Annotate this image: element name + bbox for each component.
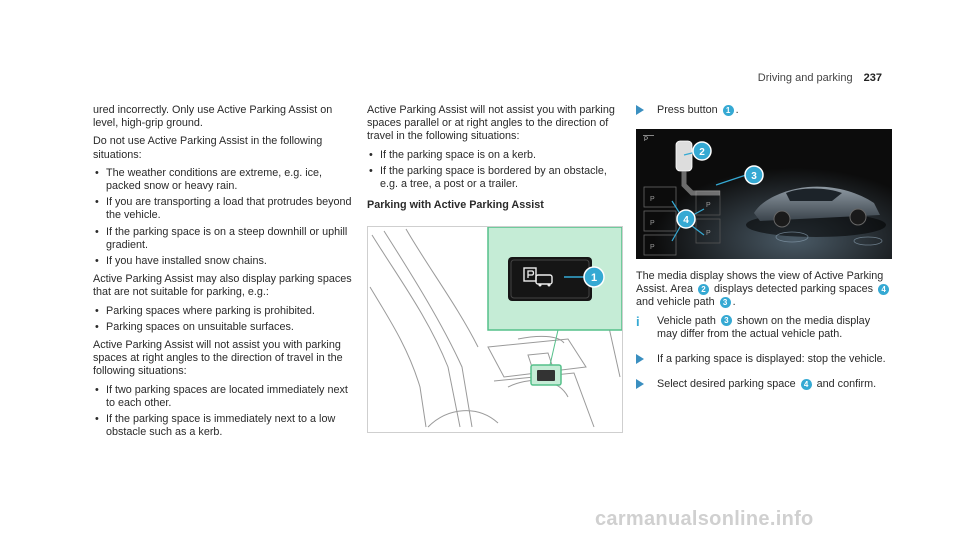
paragraph <box>636 270 892 310</box>
step-arrow-icon <box>636 354 644 364</box>
console-illustration <box>367 226 623 433</box>
text-run: Vehicle path <box>657 314 716 327</box>
watermark: carmanualsonline.info <box>595 508 814 530</box>
column-3 <box>636 104 892 129</box>
space-label: P <box>650 220 655 227</box>
list-item: • If the parking space is bordered by an obstacle, e.g. a tree, a post or a trailer. <box>367 165 623 191</box>
callout-badge: 1 <box>723 105 734 116</box>
section-title: Driving and parking <box>757 72 853 84</box>
media-display-illustration <box>636 129 892 259</box>
step-text: and confirm. <box>816 378 877 391</box>
list-item: • If you have installed snow chains. <box>93 255 355 268</box>
callout-2-label: 2 <box>699 147 705 158</box>
callout-badge: 3 <box>721 315 732 326</box>
list-item: • If the parking space is immediately next to a low obstacle such as a kerb. <box>93 413 355 439</box>
callout-badge: 3 <box>720 297 731 308</box>
space-label: P <box>706 202 711 209</box>
list-item: • Parking spaces on unsuitable surfaces. <box>93 321 355 334</box>
step-text: Press button <box>657 104 718 116</box>
column-1 <box>93 104 355 444</box>
bullet-list <box>367 149 623 192</box>
info-note <box>636 315 892 341</box>
mode-indicator: P <box>644 137 649 143</box>
console-drawing <box>368 227 622 432</box>
list-item: • Parking spaces where parking is prohibited. <box>93 305 355 318</box>
step-text-end: . <box>735 104 739 116</box>
paragraph: ured incorrectly. Only use Active Parking Assist on level, high-grip ground. <box>93 104 333 130</box>
space-label: P <box>650 244 655 251</box>
callout-1-label: 1 <box>590 272 598 284</box>
callout-badge: 4 <box>878 284 889 295</box>
list-item: • The weather conditions are extreme, e.g. ice, packed snow or heavy rain. <box>93 167 355 193</box>
paragraph: Active Parking Assist may also display parking spaces that are not suitable for parking, e.g.: <box>93 273 352 299</box>
callout-badge: 2 <box>698 284 709 295</box>
column-3-lower <box>636 270 892 403</box>
parking-button-zoom <box>508 257 592 301</box>
list-item: • If two parking spaces are located immediately next to each other. <box>93 384 355 410</box>
text-run: and vehicle path <box>636 296 715 309</box>
text-run: shown on the media display may differ from the actual vehicle path. <box>657 314 871 340</box>
callout-badge: 4 <box>801 379 812 390</box>
callout-4-label: 4 <box>683 215 689 226</box>
info-icon: i <box>636 313 640 329</box>
paragraph: Active Parking Assist will not assist you with parking spaces parallel or at right angles to the direction of travel in the following situations: <box>367 104 615 143</box>
instruction-step <box>636 104 892 117</box>
space-label: P <box>706 230 711 237</box>
text-run: . <box>732 296 736 309</box>
step-arrow-icon <box>636 105 644 115</box>
step-arrow-icon <box>636 379 644 389</box>
column-2 <box>367 104 623 221</box>
text-run: The media display shows the view of Active Parking Assist. Area <box>636 270 884 296</box>
bullet-list <box>93 167 355 268</box>
paragraph: Do not use Active Parking Assist in the following situations: <box>93 135 323 161</box>
step-text: Select desired parking space <box>657 378 796 391</box>
text-run: displays detected parking spaces <box>714 283 874 296</box>
vehicle-icon <box>676 141 692 171</box>
list-item: • If you are transporting a load that protrudes beyond the vehicle. <box>93 196 355 222</box>
callout-3-label: 3 <box>751 171 757 182</box>
page-header <box>758 72 882 84</box>
instruction-step <box>636 353 892 366</box>
space-label: P <box>650 196 655 203</box>
bullet-list <box>93 384 355 440</box>
section-heading: Parking with Active Parking Assist <box>367 199 544 212</box>
list-item: • If the parking space is on a steep downhill or uphill gradient. <box>93 226 355 252</box>
step-text: If a parking space is displayed: stop the vehicle. <box>657 353 886 366</box>
page-number: 237 <box>863 72 882 84</box>
list-item: • If the parking space is on a kerb. <box>367 149 623 162</box>
instruction-step <box>636 378 892 391</box>
bullet-list <box>93 305 355 334</box>
paragraph: Active Parking Assist will not assist you with parking spaces at right angles to the direction of travel in the following situations: <box>93 339 343 378</box>
media-display-drawing <box>636 129 892 259</box>
